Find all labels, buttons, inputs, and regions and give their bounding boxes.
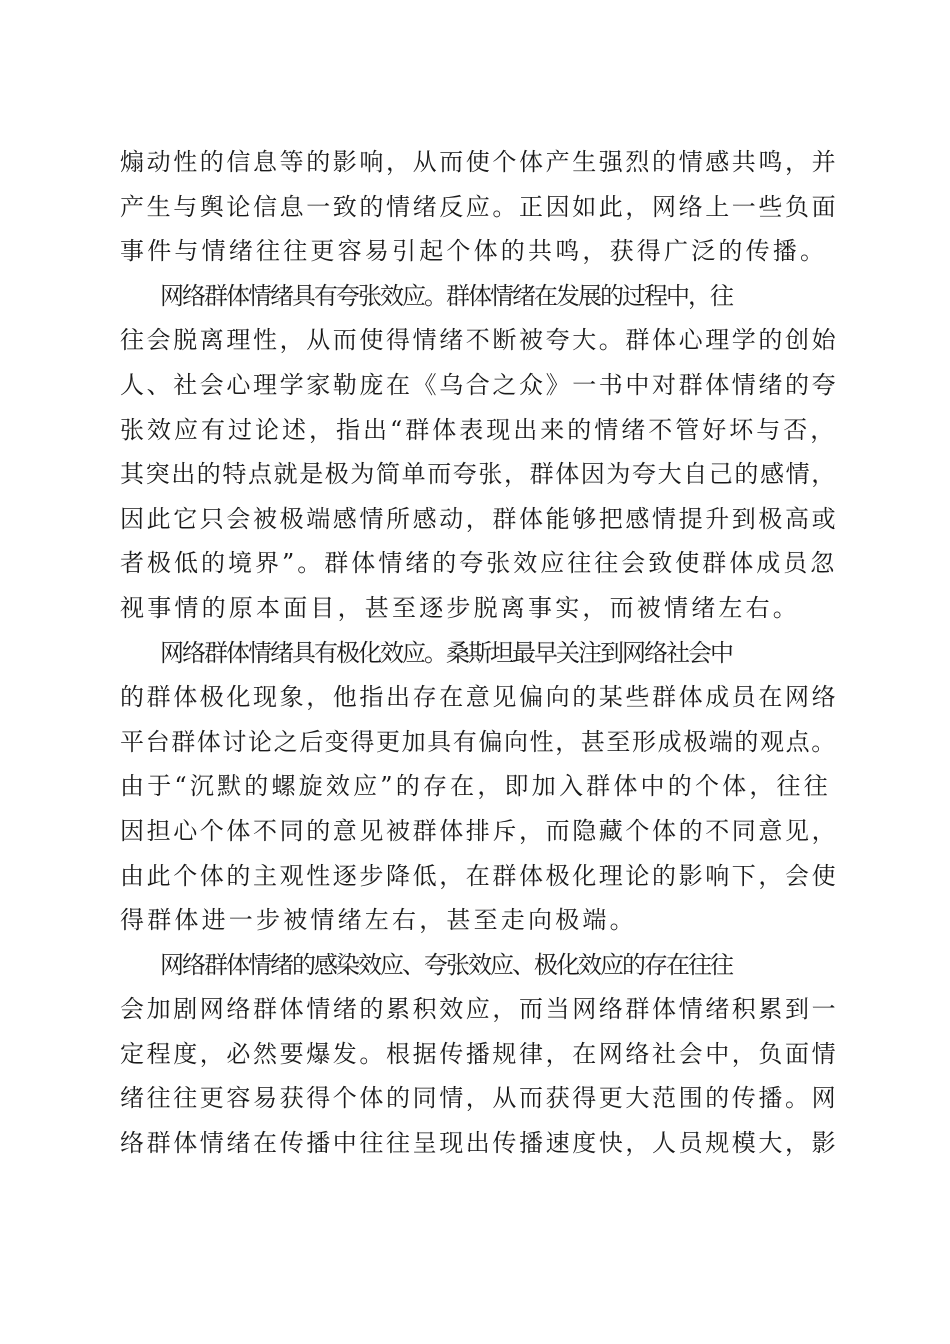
text-line: 的群体极化现象，他指出存在意见偏向的某些群体成员在网络 bbox=[120, 683, 839, 712]
text-line: 络群体情绪在传播中往往呈现出传播速度快，人员规模大，影 bbox=[120, 1129, 839, 1158]
text-line: 事件与情绪往往更容易引起个体的共鸣，获得广泛的传播。 bbox=[120, 237, 828, 266]
paragraph-first-line: 网络群体情绪的感染效应、夸张效应、极化效应的存在往往 bbox=[160, 950, 732, 979]
text-line: 往会脱离理性，从而使得情绪不断被夸大。群体心理学的创始 bbox=[120, 326, 839, 355]
paragraph-first-line: 网络群体情绪具有夸张效应。群体情绪在发展的过程中，往 bbox=[160, 281, 732, 310]
body-text bbox=[120, 140, 840, 1166]
text-line: 平台群体讨论之后变得更加具有偏向性，甚至形成极端的观点。 bbox=[120, 727, 837, 756]
paragraph-first-line: 网络群体情绪具有极化效应。桑斯坦最早关注到网络社会中 bbox=[160, 638, 732, 667]
text-line: 得群体进一步被情绪左右，甚至走向极端。 bbox=[120, 906, 637, 935]
text-line: 者极低的境界”。群体情绪的夸张效应往往会致使群体成员忽 bbox=[120, 549, 838, 578]
text-line: 绪往往更容易获得个体的同情，从而获得更大范围的传播。网 bbox=[120, 1084, 839, 1113]
text-line: 张效应有过论述，指出“群体表现出来的情绪不管好坏与否， bbox=[120, 415, 838, 444]
text-line: 产生与舆论信息一致的情绪反应。正因如此，网络上一些负面 bbox=[120, 192, 839, 221]
text-line: 由于“沉默的螺旋效应”的存在，即加入群体中的个体，往往 bbox=[120, 772, 831, 801]
text-line: 其突出的特点就是极为简单而夸张，群体因为夸大自己的感情， bbox=[120, 460, 837, 489]
text-line: 会加剧网络群体情绪的累积效应，而当网络群体情绪积累到一 bbox=[120, 995, 839, 1024]
text-line: 人、社会心理学家勒庞在《乌合之众》一书中对群体情绪的夸 bbox=[120, 370, 839, 399]
text-line: 煽动性的信息等的影响，从而使个体产生强烈的情感共鸣，并 bbox=[120, 148, 839, 176]
text-line: 定程度，必然要爆发。根据传播规律，在网络社会中，负面情 bbox=[120, 1039, 839, 1068]
text-line: 由此个体的主观性逐步降低，在群体极化理论的影响下，会使 bbox=[120, 861, 839, 890]
text-line: 因担心个体不同的意见被群体排斥，而隐藏个体的不同意见， bbox=[120, 816, 839, 845]
text-line: 因此它只会被极端感情所感动，群体能够把感情提升到极高或 bbox=[120, 504, 839, 533]
text-line: 视事情的原本面目，甚至逐步脱离事实，而被情绪左右。 bbox=[120, 593, 800, 622]
